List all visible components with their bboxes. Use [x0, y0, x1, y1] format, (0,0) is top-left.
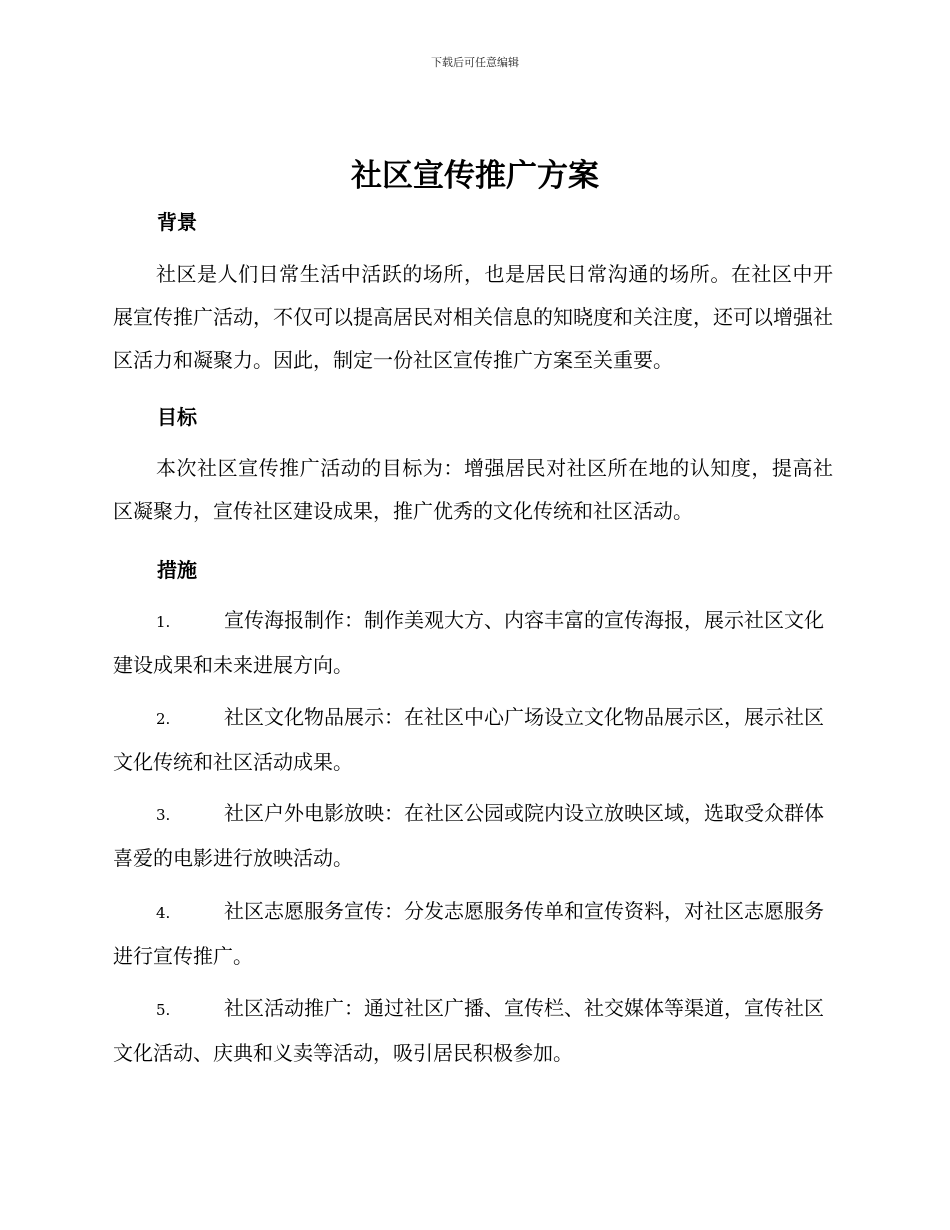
- measure-item-2: [113, 696, 833, 784]
- measure-item-text: 社区文化物品展示：在社区中心广场设立文化物品展示区，展示社区文化传统和社区活动成果。: [113, 705, 824, 774]
- section-heading-background: 背景: [157, 210, 197, 234]
- measure-item-text: 社区户外电影放映：在社区公园或院内设立放映区域，选取受众群体喜爱的电影进行放映活动。: [113, 801, 824, 870]
- measure-item-text: 社区志愿服务宣传：分发志愿服务传单和宣传资料，对社区志愿服务进行宣传推广。: [113, 899, 824, 968]
- measure-item-text: 宣传海报制作：制作美观大方、内容丰富的宣传海报，展示社区文化建设成果和未来进展方向。: [113, 608, 824, 677]
- measure-item-5: [113, 987, 833, 1075]
- measure-item-number: 3.: [156, 806, 171, 824]
- measure-item-number: 2.: [156, 710, 171, 728]
- measure-item-text: 社区活动推广：通过社区广播、宣传栏、社交媒体等渠道，宣传社区文化活动、庆典和义卖等活动，吸引居民积极参加。: [113, 996, 824, 1065]
- measure-item-number: 1.: [156, 613, 171, 631]
- page-header-note: 下载后可任意编辑: [431, 56, 519, 69]
- paragraph-goal: 本次社区宣传推广活动的目标为：增强居民对社区所在地的认知度，提高社区凝聚力，宣传社区建设成果，推广优秀的文化传统和社区活动。: [113, 456, 833, 523]
- section-heading-measures: 措施: [157, 558, 197, 582]
- document-title: 社区宣传推广方案: [351, 158, 599, 194]
- measure-item-4: [113, 890, 833, 978]
- measure-item-number: 5.: [156, 1001, 171, 1019]
- section-heading-goal: 目标: [157, 405, 197, 429]
- measure-item-1: [113, 599, 833, 687]
- paragraph-background: 社区是人们日常生活中活跃的场所，也是居民日常沟通的场所。在社区中开展宣传推广活动，不仅可以提高居民对相关信息的知晓度和关注度，还可以增强社区活力和凝聚力。因此，制定一份社区宣传推广方案至关重要。: [113, 262, 833, 372]
- measure-item-3: [113, 792, 833, 880]
- measure-item-number: 4.: [156, 904, 171, 922]
